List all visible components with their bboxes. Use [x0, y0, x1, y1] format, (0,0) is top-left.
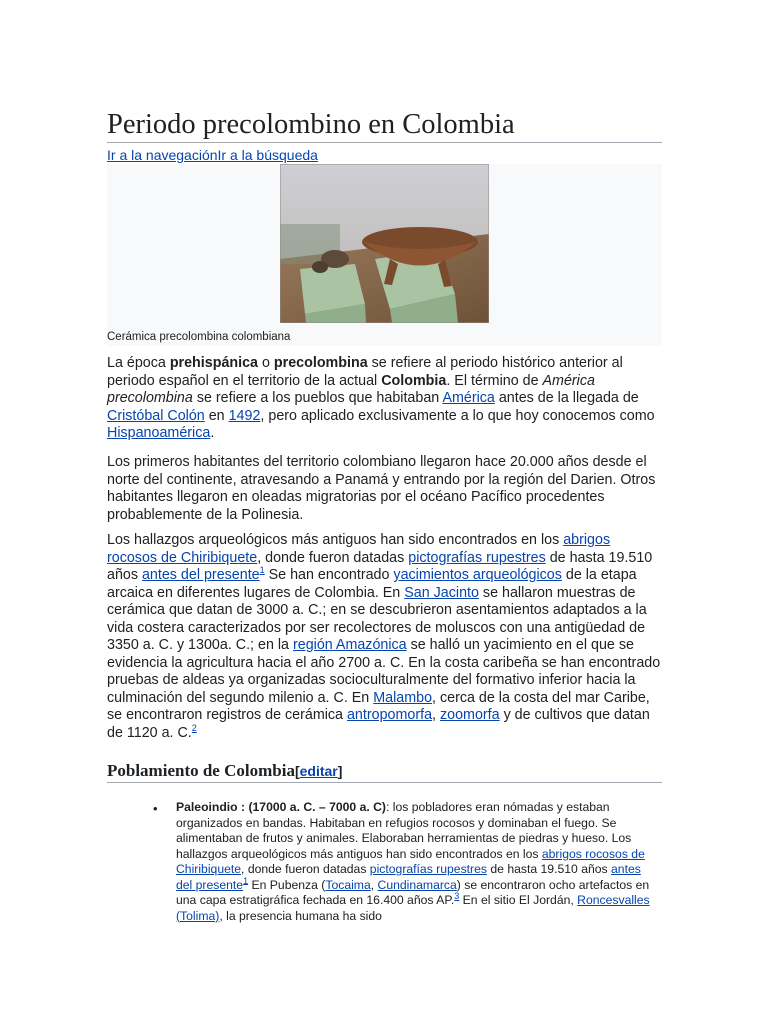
section-heading-text: Poblamiento de Colombia: [107, 761, 295, 780]
term-colombia: Colombia: [381, 372, 447, 389]
text: de la etapa arcaica en diferentes lugares de Colombia. En: [107, 567, 637, 601]
text: , donde fueron datadas: [257, 549, 409, 566]
text: . El término de: [446, 372, 543, 389]
text: ,: [432, 707, 440, 723]
footnote-1-link[interactable]: 1: [243, 875, 249, 886]
link-hispanoamerica[interactable]: Hispanoamérica: [107, 425, 211, 441]
skip-navigation-link[interactable]: Ir a la navegaciónIr a la búsqueda: [107, 147, 318, 163]
text: ,: [370, 877, 378, 892]
text: o: [258, 355, 274, 371]
link-pictografias[interactable]: pictografías rupestres: [369, 862, 487, 876]
link-abrigos-rocosos[interactable]: abrigos rocosos de Chiribiquete: [176, 846, 645, 876]
link-1492[interactable]: 1492: [228, 407, 261, 424]
ceramic-artifacts-photo[interactable]: [280, 164, 489, 323]
first-inhabitants-paragraph: Los primeros habitantes del territorio colombiano llegaron hace 20.000 años desde el norte del continente, atravesando a Panamá y entrando por la región del Darien. Otros habitantes llegaron en oleadas migratorias por el océano Pacífico procedentes probablemente de la Polinesia.: [107, 454, 656, 523]
footnote-1-link[interactable]: 1: [259, 565, 265, 576]
text: , la presencia humana ha sido: [219, 908, 382, 923]
bracket: ]: [337, 763, 343, 779]
footnote-2-link[interactable]: 2: [191, 722, 197, 733]
ceramic-photo-image: [280, 164, 489, 323]
link-cristobal-colon[interactable]: Cristóbal Colón: [107, 407, 205, 424]
link-antropomorfa[interactable]: antropomorfa: [346, 707, 433, 723]
text: se refiere a los pueblos que habitaban: [192, 390, 443, 406]
text: En el sitio El Jordán,: [459, 893, 578, 907]
intro-paragraph: [107, 355, 663, 443]
figure-caption: Cerámica precolombina colombiana: [107, 331, 291, 343]
text: se halló un yacimiento en el que se evidencia la agricultura hacia el año 2700 a. C. En la costa caribeña se han encontrado pruebas de aldeas ya organizadas socioculturalmente del formativo inferior hacia la culminación del segundo milenio a. C. En: [107, 637, 661, 706]
text: de hasta 19.510 años: [487, 862, 612, 876]
text: de hasta 19.510 años: [107, 549, 653, 583]
text: , pero aplicado exclusivamente a lo que hoy conocemos como: [260, 407, 655, 424]
text: y de cultivos que datan de 1120 a. C.: [107, 707, 650, 741]
text: se hallaron muestras de cerámica que datan de 3000 a. C.; en se descubrieron asentamientos adaptados a la vida costera caracterizados por ser recolectores de moluscos con una antigüedad de 3350 a. C. y 1300a. C.; en la: [107, 584, 647, 653]
list-item-body: [176, 800, 653, 924]
text: : los pobladores eran nómadas y estaban organizados en bandas. Habitaban en refugios rocosos y dominaban el fuego. Se alimentaban de frutos y animales. Elaboraban herramientas de piedras y hueso. Los hallazgos arqueológicos más antiguos han sido encontrados en los: [176, 800, 632, 861]
term-precolombina: precolombina: [273, 355, 368, 371]
text: En Pubenza (: [248, 877, 326, 892]
text: , donde fueron datadas: [241, 862, 370, 876]
archaeology-paragraph: [107, 532, 663, 742]
section-heading: [107, 760, 662, 783]
link-tocaima[interactable]: Tocaima: [325, 877, 371, 892]
text: en: [204, 407, 229, 424]
link-antes-del-presente[interactable]: antes del presente: [176, 862, 641, 892]
link-malambo[interactable]: Malambo: [373, 689, 433, 706]
link-pictografias[interactable]: pictografías rupestres: [408, 549, 546, 566]
text: Los hallazgos arqueológicos más antiguos han sido encontrados en los: [107, 532, 564, 548]
link-roncesvalles[interactable]: Roncesvalles (Tolima): [176, 893, 650, 923]
link-cundinamarca[interactable]: Cundinamarca: [377, 877, 457, 892]
link-antes-del-presente[interactable]: antes del presente: [141, 567, 260, 583]
bullet-icon: •: [153, 801, 158, 816]
text: Se han encontrado: [264, 567, 394, 583]
text: , cerca de la costa del mar Caribe, se encontraron registros de cerámica: [107, 689, 650, 723]
text: La época: [107, 355, 170, 371]
figure: [107, 164, 662, 346]
edit-section-link[interactable]: editar: [299, 763, 338, 779]
text: antes de la llegada de: [494, 390, 639, 406]
term-america-precolombina: América precolombina: [107, 372, 595, 406]
term-prehispanica: prehispánica: [169, 355, 259, 371]
bracket: [: [294, 763, 300, 779]
link-america[interactable]: América: [442, 390, 495, 406]
text: .: [210, 425, 215, 441]
page-title: Periodo precolombino en Colombia: [107, 108, 662, 143]
link-abrigos-rocosos[interactable]: abrigos rocosos de Chiribiquete: [107, 532, 611, 566]
link-region-amazonica[interactable]: región Amazónica: [292, 637, 407, 653]
link-san-jacinto[interactable]: San Jacinto: [404, 584, 479, 601]
footnote-3-link[interactable]: 3: [454, 890, 460, 901]
text: ) se encontraron ocho artefactos en una capa estratigráfica fechada en 16.400 años AP.: [176, 877, 650, 907]
text: se refiere al periodo histórico anterior al periodo español en el territorio de la actual: [107, 355, 623, 389]
period-paleoindio: Paleoindio : (17000 a. C. – 7000 a. C): [176, 800, 386, 814]
link-yacimientos[interactable]: yacimientos arqueológicos: [393, 567, 562, 583]
link-zoomorfa[interactable]: zoomorfa: [439, 707, 500, 723]
